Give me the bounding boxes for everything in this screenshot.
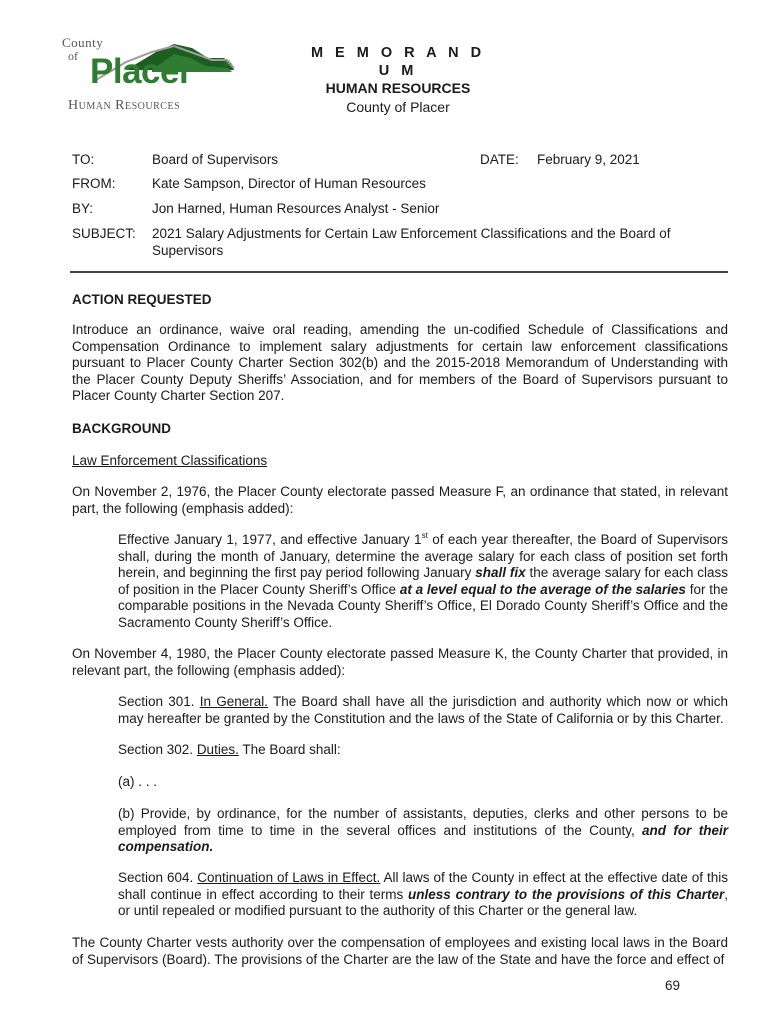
quote1-part-c: the average salary for each class of position in the Placer County Sheriff’s Office	[118, 565, 728, 597]
section-302-number: Section 302.	[118, 742, 197, 757]
to-label: TO:	[72, 152, 95, 167]
subject-line-1: 2021 Salary Adjustments for Certain Law Enforcement Classifications and the Board of	[152, 226, 671, 241]
quote1-part-b: of each year thereafter, the Board of Supervisors shall, during the month of January, determine the average salary for each class of position set forth herein, and beginning the first pay period following January	[118, 532, 728, 581]
section-604	[118, 870, 728, 920]
memo-heading	[300, 44, 496, 117]
action-paragraph: Introduce an ordinance, waive oral reading, amending the un-codified Schedule of Classifications and Compensation Ordinance to implement salary adjustments for certain law enforcement classifications pursuant to Placer County Charter Section 302(b) and the 2015-2018 Memorandum of Understanding with the Placer County Deputy Sheriffs’ Association, and for members of the Board of Supervisors pursuant to Placer County Charter Section 207.	[72, 322, 728, 404]
quote1-part-d: for the comparable positions in the Nevada County Sheriff’s Office, El Dorado County Sheriff’s Office and the Sacramento County Sheriff’s Office.	[118, 581, 729, 630]
logo-of-text: of	[68, 49, 78, 63]
quote1-emphasis-2: at a level equal to the average of the salaries	[399, 581, 686, 597]
memo-department: HUMAN RESOURCES	[325, 80, 471, 96]
section-604-text-b: , or until repealed or modified pursuant to the authority of this Charter or the general law.	[118, 886, 728, 919]
item-b	[118, 806, 728, 856]
by-label: BY:	[72, 201, 94, 216]
section-302	[118, 742, 728, 759]
section-301-text: The Board shall have all the jurisdiction and authority which now or which may hereafter be granted by the Constitution and the laws of the State of California or by this Charter.	[118, 694, 728, 726]
to-value: Board of Supervisors	[152, 152, 279, 167]
memo-title: M E M O R A N D U M	[310, 45, 486, 79]
background-paragraph-2: On November 4, 1980, the Placer County electorate passed Measure K, the County Charter that provided, in relevant part, the following (emphasis added):	[72, 646, 728, 678]
logo-placer-text: Placer	[90, 52, 193, 91]
date-value: February 9, 2021	[537, 152, 640, 167]
background-paragraph-3: The County Charter vests authority over the compensation of employees and existing local laws in the Board of Supervisors (Board). The provisions of the Charter are the law of the State and have the force and effect of	[72, 935, 728, 967]
page-number: 69	[664, 978, 680, 993]
quote1-emphasis-1: shall fix	[475, 565, 526, 581]
measure-f-quote	[118, 532, 728, 632]
header-divider	[70, 271, 728, 273]
date-label: DATE:	[480, 152, 519, 167]
item-b-emphasis: and for their compensation.	[118, 822, 728, 855]
section-301-number: Section 301.	[118, 694, 200, 709]
subject-line-2: Supervisors	[152, 243, 224, 258]
from-value: Kate Sampson, Director of Human Resources	[152, 176, 426, 191]
background-paragraph-1: On November 2, 1976, the Placer County electorate passed Measure F, an ordinance that stated, in relevant part, the following (emphasis added):	[72, 484, 728, 516]
from-label: FROM:	[72, 176, 116, 191]
by-value: Jon Harned, Human Resources Analyst - Senior	[152, 201, 440, 216]
section-301-title: In General.	[199, 694, 268, 709]
section-302-text: The Board shall:	[238, 742, 341, 757]
background-heading: BACKGROUND	[72, 421, 171, 436]
quote1-superscript: st	[421, 531, 428, 540]
section-604-emphasis: unless contrary to the provisions of this Charter	[408, 886, 725, 902]
section-301	[118, 694, 728, 727]
section-604-text-a: All laws of the County in effect at the effective date of this shall continue in effect according to their terms	[118, 870, 728, 902]
county-logo	[56, 28, 246, 120]
section-604-title: Continuation of Laws in Effect.	[197, 870, 381, 885]
subject-label: SUBJECT:	[72, 226, 136, 241]
quote1-part-a: Effective January 1, 1977, and effective January 1	[118, 532, 422, 547]
law-enforcement-subheading: Law Enforcement Classifications	[72, 453, 268, 468]
action-heading: ACTION REQUESTED	[72, 292, 212, 307]
section-302-title: Duties.	[196, 742, 239, 757]
item-b-text: (b) Provide, by ordinance, for the number of assistants, deputies, clerks and other persons to be employed from time to time in the several offices and institutions of the County,	[118, 806, 728, 838]
item-a: (a) . . .	[118, 774, 158, 789]
logo-department-text: Human Resources	[68, 98, 181, 113]
logo-registered-mark: ®	[224, 58, 231, 68]
memo-organization: County of Placer	[346, 99, 450, 115]
logo-county-text: County	[62, 35, 104, 50]
section-604-number: Section 604.	[118, 870, 198, 885]
